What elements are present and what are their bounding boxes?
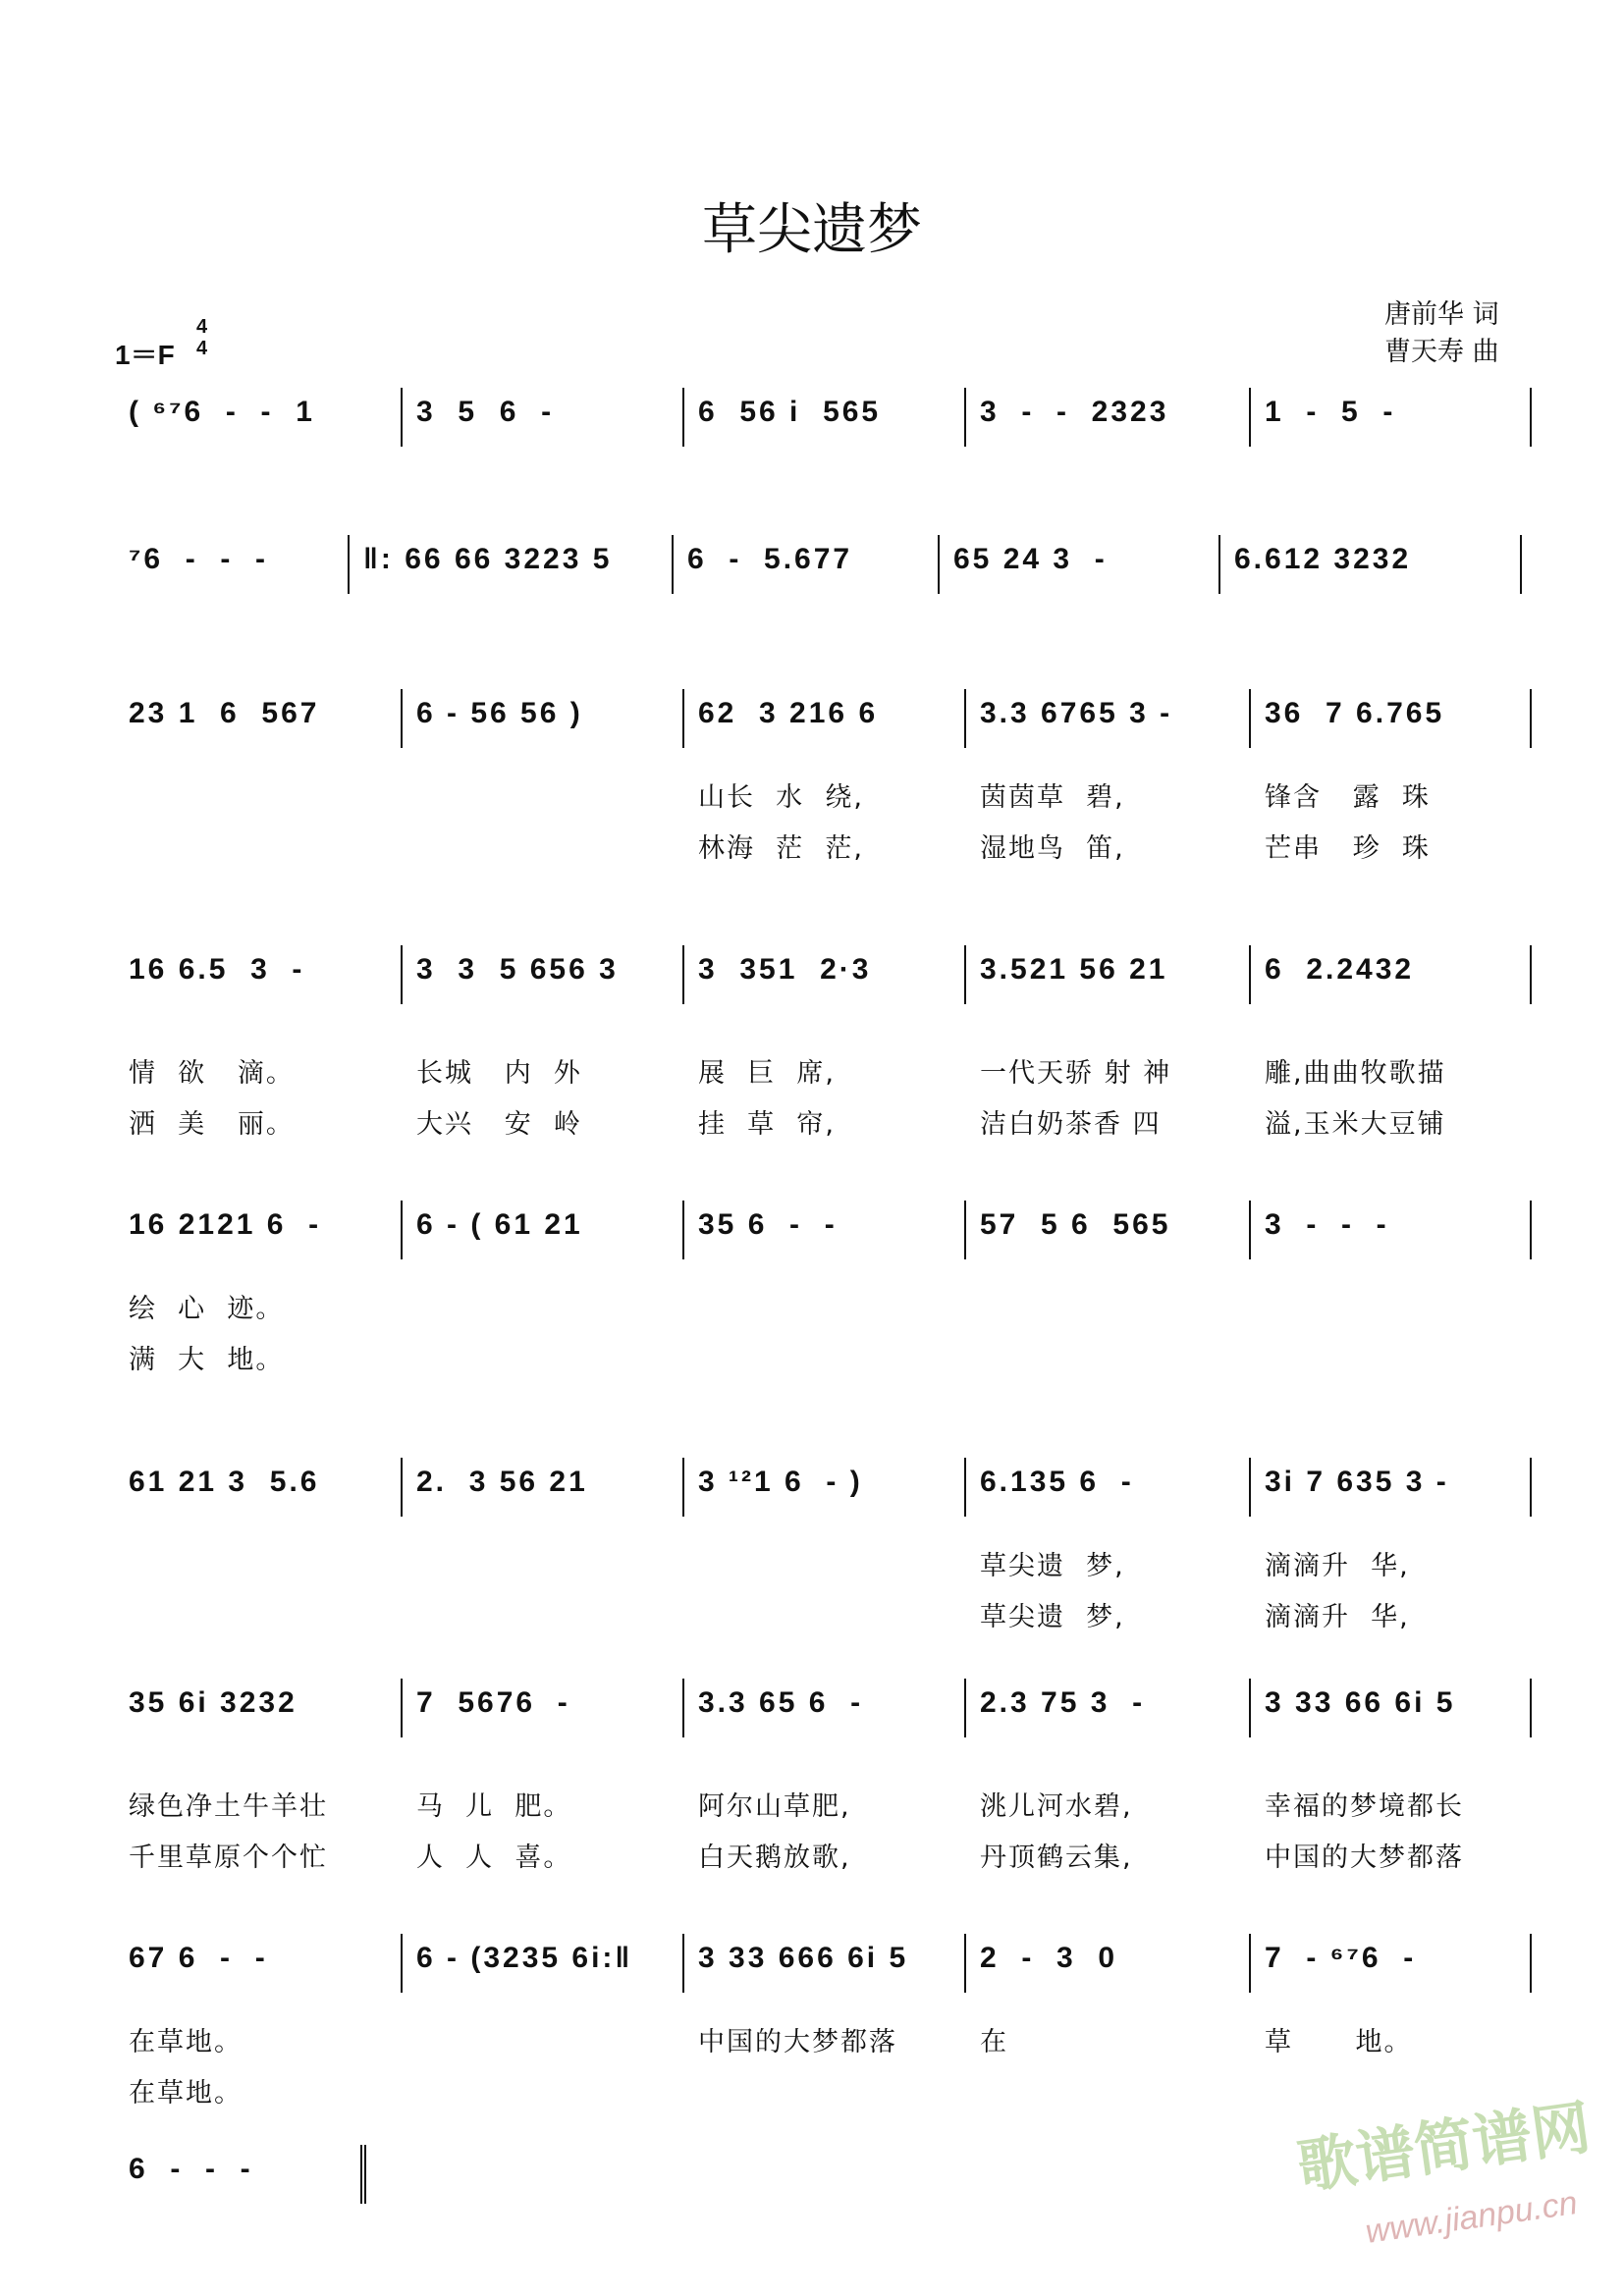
- lyric-verse-1: 草尖遗 梦,: [980, 1551, 1125, 1581]
- measure-notes: 3 ¹²1 6 - ): [698, 1466, 863, 1498]
- measure-notes: 61 21 3 5.6: [129, 1466, 320, 1498]
- lyric-verse-1: 马 儿 肥。: [416, 1791, 572, 1822]
- score-row: [115, 945, 1532, 1140]
- lyric-verse-1: 茵茵草 碧,: [980, 782, 1125, 813]
- measure: [940, 535, 1220, 594]
- measure-notes: 3.3 6765 3 -: [980, 697, 1173, 729]
- measure-notes: 3 - - 2323: [980, 396, 1169, 428]
- measure-notes: 2. 3 56 21: [416, 1466, 588, 1498]
- measure-notes: 7 5676 -: [416, 1686, 570, 1719]
- lyric-verse-1: 在草地。: [129, 2027, 243, 2057]
- lyric-verse-2: 挂 草 帘,: [698, 1109, 836, 1140]
- lyric-verse-1: 幸福的梦境都长: [1265, 1791, 1464, 1822]
- measure: [115, 1679, 403, 1873]
- measure-notes: 3 351 2·3: [698, 953, 872, 986]
- measure-notes: 3 33 666 6i 5: [698, 1942, 909, 1974]
- measure-notes: 6 - 5.677: [687, 543, 853, 575]
- measure: [403, 689, 684, 748]
- score-row: [115, 388, 1532, 447]
- lyric-verse-2: 白天鹅放歌,: [698, 1842, 851, 1873]
- score-row: [115, 1201, 1532, 1375]
- measure: [966, 1934, 1251, 2057]
- measure-notes: 6 56 i 565: [698, 396, 882, 428]
- measure-notes: 6.135 6 -: [980, 1466, 1134, 1498]
- measure-notes: 67 6 - -: [129, 1942, 268, 1974]
- measure: [674, 535, 940, 594]
- measure: [684, 945, 966, 1140]
- measure: [115, 2145, 366, 2204]
- lyric-verse-2: 洁白奶茶香 四: [980, 1109, 1162, 1140]
- measure: [966, 1201, 1251, 1259]
- lyric-verse-1: 锋含 露 珠: [1265, 782, 1431, 813]
- measure: [684, 388, 966, 447]
- score-row: [115, 689, 1532, 864]
- measure-notes: 3 3 5 656 3: [416, 953, 619, 986]
- lyric-verse-2: 芒串 珍 珠: [1265, 833, 1431, 864]
- lyric-verse-1: 雕,曲曲牧歌描: [1265, 1058, 1446, 1089]
- lyric-verse-1: 滴滴升 华,: [1265, 1551, 1410, 1581]
- lyric-verse-1: 草 地。: [1265, 2027, 1413, 2057]
- measure: [115, 388, 403, 447]
- measure: [966, 388, 1251, 447]
- lyric-verse-2: 大兴 安 岭: [416, 1109, 582, 1140]
- lyric-verse-1: 山长 水 绕,: [698, 782, 864, 813]
- song-title: 草尖遗梦: [702, 198, 922, 262]
- measure: [115, 945, 403, 1140]
- lyric-verse-1: 洮儿河水碧,: [980, 1791, 1133, 1822]
- score-row: [115, 1679, 1532, 1873]
- measure: [115, 1934, 403, 2109]
- measure: [684, 1201, 966, 1259]
- lyric-verse-2: 千里草原个个忙: [129, 1842, 328, 1873]
- lyric-verse-1: 阿尔山草肥,: [698, 1791, 851, 1822]
- measure: [684, 1458, 966, 1517]
- meter-top: 4: [196, 316, 208, 338]
- measure-notes: 57 5 6 565: [980, 1208, 1171, 1241]
- measure-notes: 6 - (3235 6i:‖: [416, 1942, 633, 1974]
- measure: [1251, 1679, 1532, 1873]
- score-row: [115, 2145, 366, 2204]
- measure-notes: 3 5 6 -: [416, 396, 555, 428]
- measure-notes: 62 3 216 6: [698, 697, 879, 729]
- lyric-verse-2: 湿地鸟 笛,: [980, 833, 1125, 864]
- lyricist-credit: 唐前华 词: [1384, 299, 1499, 330]
- measure: [1251, 1458, 1532, 1632]
- measure-notes: 3.521 56 21: [980, 953, 1168, 986]
- measure-notes: 3i 7 635 3 -: [1265, 1466, 1449, 1498]
- time-signature: [196, 316, 207, 359]
- composer-credit: 曹天寿 曲: [1384, 337, 1499, 367]
- measure-notes: ⁷6 - - -: [129, 543, 269, 575]
- lyric-verse-2: 人 人 喜。: [416, 1842, 572, 1873]
- lyric-verse-1: 中国的大梦都落: [698, 2027, 897, 2057]
- lyric-verse-1: 情 欲 滴。: [129, 1058, 295, 1089]
- measure-notes: 6 - 56 56 ): [416, 697, 583, 729]
- measure: [966, 1679, 1251, 1873]
- measure: [403, 388, 684, 447]
- measure-notes: 3.3 65 6 -: [698, 1686, 864, 1719]
- measure: [684, 689, 966, 864]
- measure: [1251, 388, 1532, 447]
- measure: [403, 1458, 684, 1517]
- lyric-verse-1: 绘 心 迹。: [129, 1294, 285, 1324]
- measure: [115, 1458, 403, 1517]
- lyric-verse-2: 林海 茫 茫,: [698, 833, 864, 864]
- lyric-verse-1: 展 巨 席,: [698, 1058, 836, 1089]
- lyric-verse-2: 丹顶鹤云集,: [980, 1842, 1133, 1873]
- measure: [350, 535, 674, 594]
- measure-notes: 35 6i 3232: [129, 1686, 298, 1719]
- measure: [966, 1458, 1251, 1632]
- measure-notes: 7 - ⁶⁷6 -: [1265, 1942, 1417, 1974]
- score-row: [115, 535, 1522, 594]
- lyric-verse-2: 在草地。: [129, 2078, 243, 2109]
- measure-notes: 65 24 3 -: [953, 543, 1108, 575]
- lyric-verse-1: 绿色净土牛羊壮: [129, 1791, 328, 1822]
- lyric-verse-2: 中国的大梦都落: [1265, 1842, 1464, 1873]
- measure-notes: 3 - - -: [1265, 1208, 1389, 1241]
- lyric-verse-2: 滴滴升 华,: [1265, 1602, 1410, 1632]
- score-row: [115, 1458, 1532, 1632]
- lyric-verse-2: 草尖遗 梦,: [980, 1602, 1125, 1632]
- measure: [403, 1201, 684, 1259]
- measure-notes: 35 6 - -: [698, 1208, 838, 1241]
- measure-notes: 2 - 3 0: [980, 1942, 1118, 1974]
- key-signature: 1＝F: [115, 340, 175, 370]
- measure-notes: 6 - - -: [129, 2153, 253, 2185]
- measure-notes: ( ⁶⁷6 - - 1: [129, 396, 315, 428]
- measure-notes: ‖: 66 66 3223 5: [363, 543, 613, 575]
- lyric-verse-2: 洒 美 丽。: [129, 1109, 295, 1140]
- measure-notes: 36 7 6.765: [1265, 697, 1445, 729]
- measure: [1220, 535, 1522, 594]
- lyric-verse-2: 溢,玉米大豆铺: [1265, 1109, 1446, 1140]
- measure-notes: 3 33 66 6i 5: [1265, 1686, 1456, 1719]
- score-row: [115, 1934, 1532, 2109]
- measure-notes: 16 6.5 3 -: [129, 953, 305, 986]
- measure: [403, 1934, 684, 1993]
- measure-notes: 23 1 6 567: [129, 697, 320, 729]
- measure-notes: 6.612 3232: [1234, 543, 1412, 575]
- measure: [966, 945, 1251, 1140]
- watermark-url: www.jianpu.cn: [1363, 2184, 1580, 2251]
- measure-notes: 6 - ( 61 21: [416, 1208, 583, 1241]
- measure: [115, 1201, 403, 1375]
- measure: [684, 1934, 966, 2057]
- lyric-verse-1: 长城 内 外: [416, 1058, 582, 1089]
- lyric-verse-1: 在: [980, 2027, 1008, 2057]
- measure: [115, 689, 403, 748]
- lyric-verse-1: 一代天骄 射 神: [980, 1058, 1172, 1089]
- measure: [684, 1679, 966, 1873]
- measure-notes: 2.3 75 3 -: [980, 1686, 1146, 1719]
- lyric-verse-2: 满 大 地。: [129, 1345, 285, 1375]
- watermark-logo: 歌谱简谱网: [1293, 2094, 1595, 2201]
- meter-bottom: 4: [196, 338, 208, 359]
- measure: [403, 945, 684, 1140]
- measure-notes: 16 2121 6 -: [129, 1208, 322, 1241]
- measure: [966, 689, 1251, 864]
- measure-notes: 1 - 5 -: [1265, 396, 1396, 428]
- measure: [115, 535, 350, 594]
- measure-notes: 6 2.2432: [1265, 953, 1415, 986]
- measure: [1251, 1201, 1532, 1259]
- measure: [1251, 945, 1532, 1140]
- measure: [1251, 1934, 1532, 2057]
- measure: [1251, 689, 1532, 864]
- measure: [403, 1679, 684, 1873]
